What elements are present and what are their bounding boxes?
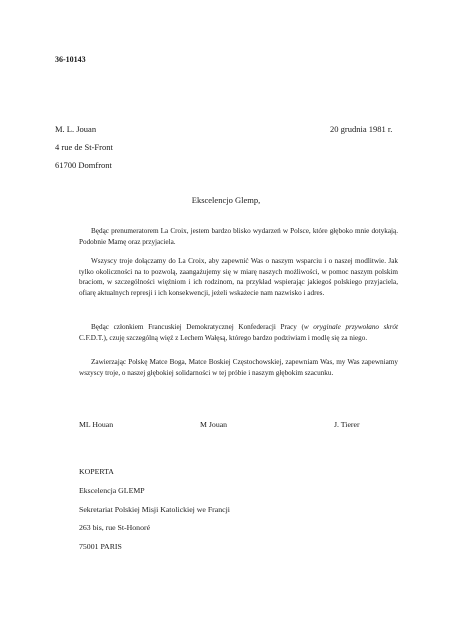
envelope-street: 263 bis, rue St-Honoré <box>79 523 151 532</box>
sender-city: 61700 Domfront <box>55 160 112 170</box>
paragraph-4: Zawierzając Polskę Matce Boga, Matce Boskiej Częstochowskiej, zapewniam Was, my Was zapewniamy wszyscy troje, o naszej głębokiej solidarności w tej próbie i naszym głębokim szacunku. <box>79 358 398 377</box>
signature-2: M Jouan <box>200 420 228 429</box>
sender-street: 4 rue de St-Front <box>55 142 113 152</box>
sender-name: M. L. Jouan <box>55 124 97 134</box>
document-number: 36-10143 <box>55 55 86 64</box>
signature-3: J. Tierer <box>334 420 360 429</box>
envelope-heading: KOPERTA <box>79 467 114 476</box>
paragraph-3-tail: C.F.D.T.), czuję szczególną więź z Lechem Wałęsą, którego bardzo podziwiam i modlę się za niego. <box>79 333 368 342</box>
paragraph-3-text: Będąc członkiem Francuskiej Demokratycznej Konfederacji Pracy ( <box>91 323 304 331</box>
paragraph-3-italic: w oryginale przywołano skrót <box>303 323 398 331</box>
envelope-institution: Sekretariat Polskiej Misji Katolickiej we Francji <box>79 505 230 514</box>
paragraph-1: Będąc prenumeratorem La Croix, jestem bardzo blisko wydarzeń w Polsce, które głęboko mnie dotykają. Podobnie Mamę oraz przyjaciela. <box>79 227 398 246</box>
letter-date: 20 grudnia 1981 r. <box>330 124 393 134</box>
salutation: Ekscelencjo Glemp, <box>191 195 261 205</box>
paragraph-2: Wszyscy troje dołączamy do La Croix, aby zapewnić Was o naszym wsparciu i o naszej modlitwie. Jak tylko okoliczności na to pozwolą, zaangażujemy się w miarę naszych możliwości, w pomoc naszym polskim braciom, w szczególności więźniom i ich rodzinom, na przykład wspierając jakiegoś polskiego przyjaciela, ofiarę aktualnych represji i ich konsekwencji, jeżeli wskażecie nam nazwisko i adres. <box>79 257 398 297</box>
signature-1: ML Houan <box>79 420 114 429</box>
envelope-recipient: Ekscelencja GLEMP <box>79 486 145 495</box>
envelope-city: 75001 PARIS <box>79 542 122 551</box>
paragraph-3 <box>79 322 398 343</box>
